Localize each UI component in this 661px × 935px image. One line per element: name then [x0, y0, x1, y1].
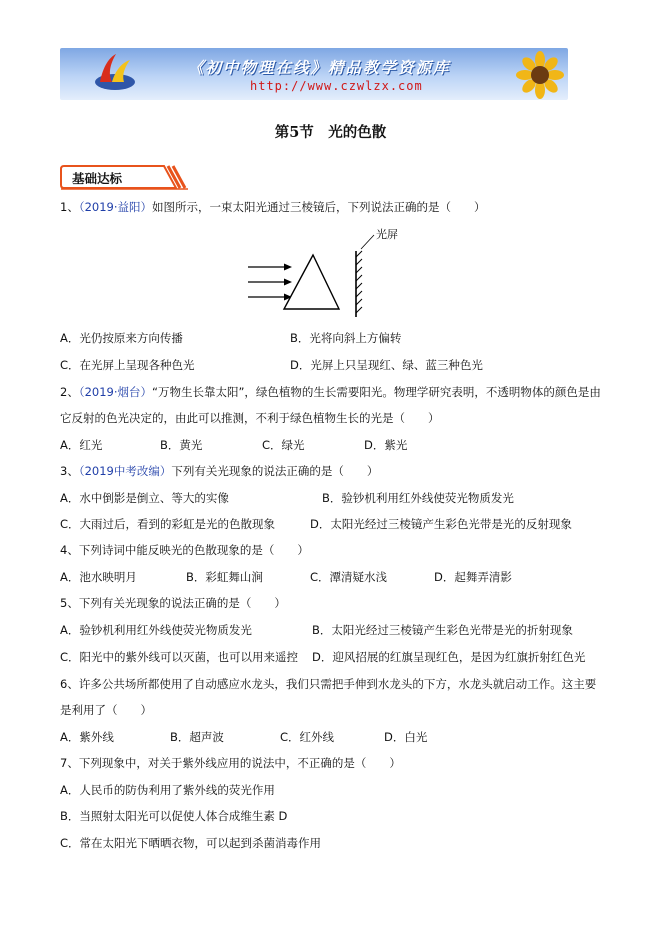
- question-1-option-a: A．光仍按原来方向传播: [60, 331, 183, 345]
- question-2-source: （2019·烟台）: [78, 385, 152, 399]
- question-6-option-a: A．紫外线: [60, 730, 114, 744]
- question-3-option-b: B．验钞机利用红外线使荧光物质发光: [322, 491, 514, 505]
- screen-label: 光屏: [376, 228, 398, 241]
- question-7-option-c: C．常在太阳光下晒晒衣物，可以起到杀菌消毒作用: [60, 836, 322, 850]
- header-banner: [60, 48, 568, 100]
- question-5-option-a: A．验钞机利用红外线使荧光物质发光: [60, 623, 252, 637]
- prism-shape: [284, 255, 339, 309]
- question-2-option-c: C．绿光: [262, 438, 305, 452]
- question-5-option-c: C．阳光中的紫外线可以灭菌，也可以用来遥控: [60, 650, 299, 664]
- question-4-option-a: A．池水映明月: [60, 570, 137, 584]
- question-1-option-c: C．在光屏上呈现各种色光: [60, 358, 195, 372]
- banner-url: http://www.czwlzx.com: [250, 79, 423, 93]
- question-2-option-b: B．黄光: [160, 438, 203, 452]
- question-2-stem: 2、（2019·烟台）“万物生长靠太阳”，绿色植物的生长需要阳光。物理学研究表明，不透明物体的颜色是由: [60, 385, 601, 399]
- question-6-option-c: C．红外线: [280, 730, 335, 744]
- question-4-option-b: B．彩虹舞山涧: [186, 570, 263, 584]
- question-1-source: （2019·益阳）: [78, 200, 152, 214]
- question-3-option-c: C．大雨过后，看到的彩虹是光的色散现象: [60, 517, 276, 531]
- question-7-option-b: B．当照射太阳光可以促使人体合成维生素 D: [60, 809, 288, 823]
- prism-diagram: [240, 225, 410, 323]
- question-6-option-b: B．超声波: [170, 730, 224, 744]
- question-1-option-b: B．光将向斜上方偏转: [290, 331, 402, 345]
- question-1-stem: 1、（2019·益阳）如图所示，一束太阳光通过三棱镜后，下列说法正确的是（ ）: [60, 200, 486, 214]
- question-3-option-a: A．水中倒影是倒立、等大的实像: [60, 491, 229, 505]
- question-5-option-d: D．迎风招展的红旗呈现红色，是因为红旗折射红色光: [312, 650, 586, 664]
- page-title: 第5节 光的色散: [274, 124, 387, 141]
- question-6-stem: 6、许多公共场所都使用了自动感应水龙头，我们只需把手伸到水龙头的下方，水龙头就启动工作。这主要: [60, 677, 597, 691]
- question-2-option-d: D．紫光: [364, 438, 408, 452]
- section-label: 基础达标: [72, 171, 123, 186]
- question-4-stem: 4、下列诗词中能反映光的色散现象的是（ ）: [60, 543, 309, 557]
- question-4-option-c: C．潭清疑水浅: [310, 570, 388, 584]
- banner-title: 《初中物理在线》精品教学资源库: [188, 58, 451, 77]
- question-7-option-a: A．人民币的防伪利用了紫外线的荧光作用: [60, 783, 275, 797]
- question-7-stem: 7、下列现象中，对关于紫外线应用的说法中，不正确的是（ ）: [60, 756, 401, 770]
- sunflower-icon: [512, 50, 568, 100]
- question-4-option-d: D．起舞弄清影: [434, 570, 512, 584]
- logo-icon: [90, 52, 140, 96]
- question-5-option-b: B．太阳光经过三棱镜产生彩色光带是光的折射现象: [312, 623, 573, 637]
- question-5-stem: 5、下列有关光现象的说法正确的是（ ）: [60, 596, 286, 610]
- question-6-stem-cont: 是利用了（ ）: [60, 703, 152, 717]
- question-2-stem-cont: 它反射的色光决定的，由此可以推测，不利于绿色植物生长的光是（ ）: [60, 411, 440, 425]
- question-1-option-d: D．光屏上只呈现红、绿、蓝三种色光: [290, 358, 483, 372]
- question-2-option-a: A．红光: [60, 438, 103, 452]
- question-3-stem: 3、（2019中考改编）下列有关光现象的说法正确的是（ ）: [60, 464, 379, 478]
- question-3-source: （2019中考改编）: [78, 464, 172, 478]
- question-3-option-d: D．太阳光经过三棱镜产生彩色光带是光的反射现象: [310, 517, 572, 531]
- question-6-option-d: D．白光: [384, 730, 428, 744]
